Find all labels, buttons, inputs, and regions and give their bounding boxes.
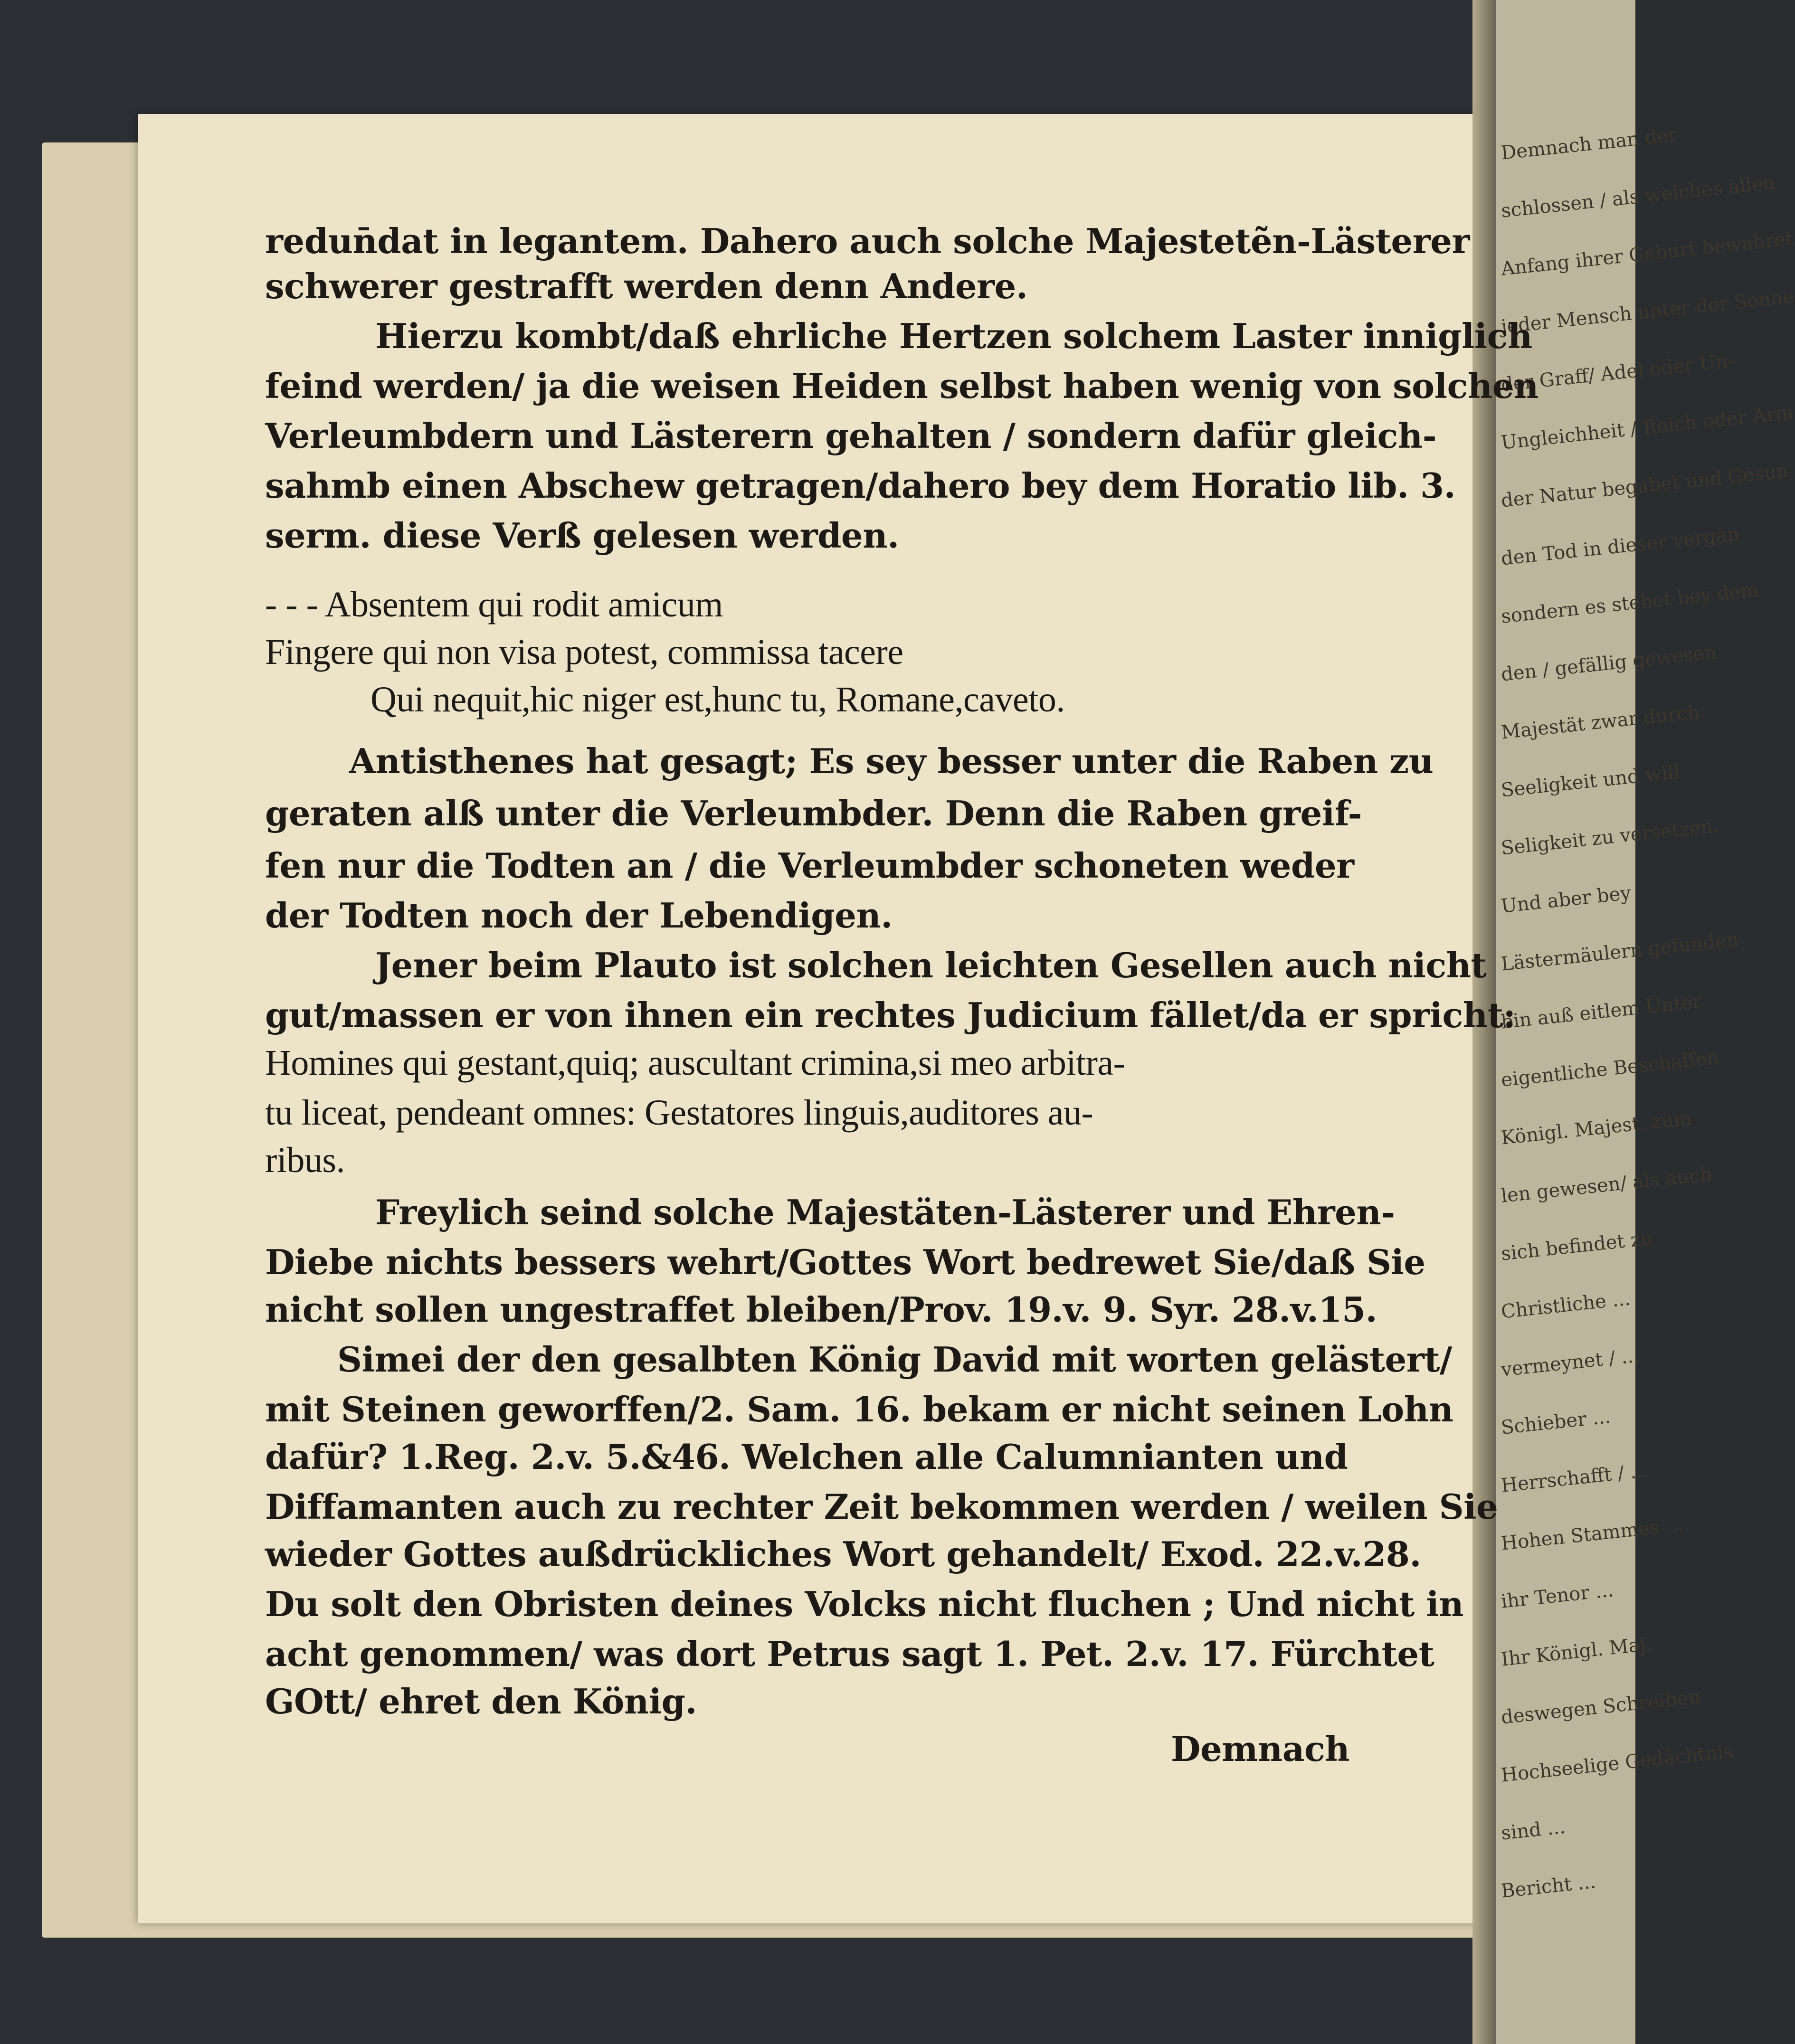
text-line: acht genommen/ was dort Petrus sagt 1. Pet. 2.v. 17. Fürchtet	[265, 1634, 1434, 1674]
facing-page-line: sondern es stehet bey dem	[1500, 579, 1760, 628]
verse-line: Fingere qui non visa potest, commissa tacere	[265, 632, 903, 672]
facing-page-line: sind ...	[1500, 1816, 1567, 1845]
facing-page-line: Schieber ...	[1500, 1405, 1612, 1439]
verse-line: Qui nequit,hic niger est,hunc tu, Romane,caveto.	[370, 680, 1065, 719]
text-line: Jener beim Plauto ist solchen leichten Gesellen auch nicht	[375, 945, 1487, 985]
facing-page-line: Bericht ...	[1500, 1871, 1597, 1902]
facing-page-line: schlossen / als welches allen	[1500, 171, 1776, 222]
facing-page-line: der Graff/ Adel oder Un-	[1500, 350, 1735, 396]
facing-page-line: bin auß eitlem Unter	[1500, 990, 1703, 1033]
facing-page-line: jeder Mensch unter der Sonne	[1500, 285, 1795, 338]
facing-page-line: Hohen Stammes ...	[1500, 1514, 1684, 1555]
text-line: Du solt den Obristen deines Volcks nicht fluchen ; Und nicht in	[265, 1584, 1464, 1624]
text-line: Verleumbdern und Lästerern gehalten / sondern dafür gleich-	[265, 416, 1437, 456]
text-line: wieder Gottes außdrückliches Wort gehandelt/ Exod. 22.v.28.	[265, 1534, 1421, 1574]
text-line: Simei der den gesalbten König David mit worten gelästert/	[337, 1339, 1452, 1380]
facing-page-line: len gewesen/ als auch	[1500, 1163, 1713, 1207]
facing-page-line: eigentliche Beschaffen	[1500, 1046, 1720, 1091]
text-line: Freylich seind solche Majestäten-Lästerer und Ehren-	[375, 1192, 1395, 1232]
facing-page-line: Königl. Majest. zum	[1500, 1107, 1693, 1149]
facing-page-line: Christliche ...	[1500, 1287, 1632, 1323]
latin-line: ribus.	[265, 1140, 345, 1180]
verse-line: - - - Absentem qui rodit amicum	[265, 585, 723, 625]
facing-page-line: Ihr Königl. Maj.	[1500, 1633, 1653, 1671]
facing-page-line: der Natur begabet und Gesun	[1500, 460, 1790, 512]
text-line: Diebe nichts bessers wehrt/Gottes Wort bedrewet Sie/daß Sie	[265, 1242, 1425, 1282]
facing-page-line: den / gefällig gewesen	[1500, 641, 1718, 686]
text-line: serm. diese Verß gelesen werden.	[265, 515, 899, 556]
facing-page-line: vermeynet / ...	[1500, 1344, 1641, 1381]
facing-page-line: ihr Tenor ...	[1500, 1579, 1615, 1613]
facing-page-line: Und aber bey	[1500, 882, 1632, 918]
text-line: Antisthenes hat gesagt; Es sey besser unter die Raben zu	[349, 741, 1434, 781]
text-line: der Todten noch der Lebendigen.	[265, 895, 893, 936]
text-line: geraten alß unter die Verleumbder. Denn die Raben greif-	[265, 793, 1362, 833]
facing-page-line: Demnach man der	[1500, 124, 1679, 164]
facing-page-line: Anfang ihrer Geburt bewahret	[1500, 227, 1794, 280]
text-line: Hierzu kombt/daß ehrliche Hertzen solchem Laster inniglich	[375, 316, 1532, 356]
latin-line: Homines qui gestant,quiq; auscultant crimina,si meo arbitra-	[265, 1043, 1125, 1083]
text-line: redun̄dat in legantem. Dahero auch solche Majestetẽn-Lästerer	[265, 221, 1470, 261]
facing-page-line: Ungleichheit / Reich oder Arm	[1500, 401, 1795, 454]
text-line: dafür? 1.Reg. 2.v. 5.&46. Welchen alle Calumnianten und	[265, 1437, 1348, 1477]
facing-page-line: Majestät zwar durch	[1500, 701, 1701, 744]
facing-page-line: deswegen Schreiben	[1500, 1685, 1702, 1729]
facing-page-line: Seeligkeit und will	[1500, 761, 1681, 802]
text-line: feind werden/ ja die weisen Heiden selbst haben wenig von solchen	[265, 366, 1539, 406]
text-line: nicht sollen ungestraffet bleiben/Prov. 19.v. 9. Syr. 28.v.15.	[265, 1289, 1377, 1330]
text-line: schwerer gestrafft werden denn Andere.	[265, 266, 1028, 306]
facing-page-line: Herrschafft / ...	[1500, 1459, 1649, 1497]
facing-page-line: Hochseelige Gedächtnis	[1500, 1740, 1735, 1787]
facing-page-line: Lästermäulern gefunden	[1500, 928, 1740, 975]
text-line: GOtt/ ehret den König.	[265, 1681, 697, 1722]
text-line: mit Steinen geworffen/2. Sam. 16. bekam er nicht seinen Lohn	[265, 1389, 1453, 1429]
latin-line: tu liceat, pendeant omnes: Gestatores linguis,auditores au-	[265, 1093, 1093, 1133]
facing-page-line: Seligkeit zu versetzen.	[1500, 814, 1720, 860]
text-line: gut/massen er von ihnen ein rechtes Judicium fället/da er spricht:	[265, 995, 1516, 1035]
catchword: Demnach	[1171, 1729, 1350, 1769]
text-line: Diffamanten auch zu rechter Zeit bekommen werden / weilen Sie	[265, 1486, 1498, 1527]
facing-page-line: sich befindet zu	[1500, 1227, 1654, 1265]
text-line: sahmb einen Abschew getragen/dahero bey dem Horatio lib. 3.	[265, 465, 1456, 506]
text-line: fen nur die Todten an / die Verleumbder schoneten weder	[265, 845, 1354, 886]
facing-page-line: den Tod in dieser vergän	[1500, 523, 1740, 570]
